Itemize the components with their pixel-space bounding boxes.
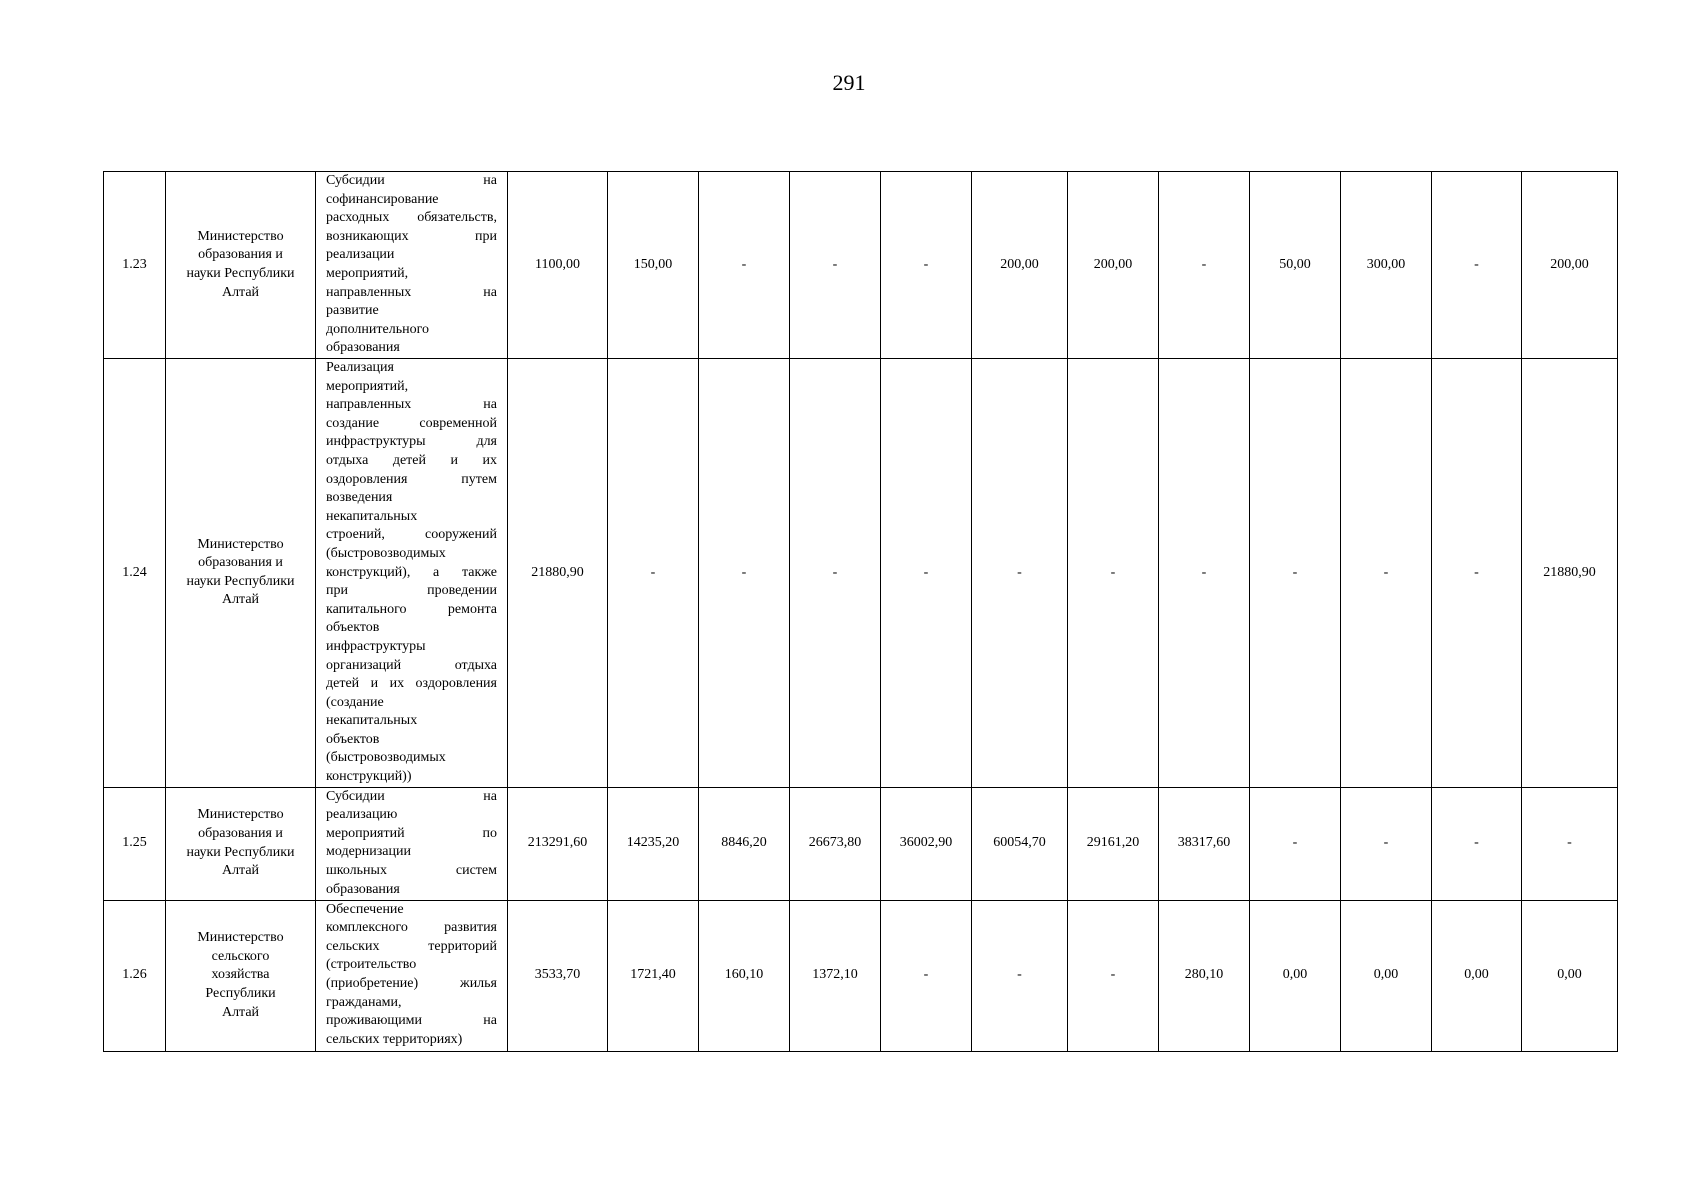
description-cell: [316, 900, 508, 1051]
description-line: образования: [326, 881, 400, 897]
description-line: образования: [326, 340, 400, 356]
value-cell: 213291,60: [508, 787, 608, 900]
description-line: инфраструктуры для: [326, 434, 497, 450]
value-cell: 200,00: [1522, 172, 1618, 359]
value-cell: 1721,40: [608, 900, 699, 1051]
value-cell: -: [1341, 359, 1432, 788]
value-cell: 21880,90: [1522, 359, 1618, 788]
ministry-line: науки Республики: [186, 573, 295, 589]
ministry-line: сельского: [211, 948, 270, 964]
value-cell: 0,00: [1341, 900, 1432, 1051]
value-cell: 300,00: [1341, 172, 1432, 359]
description-line: возникающих при: [326, 228, 497, 244]
description-cell: [316, 172, 508, 359]
value-cell: -: [699, 172, 790, 359]
value-cell: 0,00: [1522, 900, 1618, 1051]
description-line: возведения: [326, 490, 393, 506]
description-line: проживающими на: [326, 1013, 497, 1029]
value-cell: -: [1432, 172, 1522, 359]
description-line: сельских территориях): [326, 1031, 463, 1047]
description-line: Обеспечение: [326, 901, 404, 917]
value-cell: -: [699, 359, 790, 788]
value-cell: -: [1250, 359, 1341, 788]
ministry-cell: [166, 172, 316, 359]
description-line: мероприятий по: [326, 825, 497, 841]
ministry-line: Министерство: [197, 536, 284, 552]
description-line: школьных систем: [326, 863, 497, 879]
description-line: мероприятий,: [326, 265, 409, 281]
description-line: направленных на: [326, 284, 497, 300]
value-cell: 14235,20: [608, 787, 699, 900]
ministry-line: Алтай: [221, 284, 260, 300]
ministry-line: образования и: [198, 555, 283, 571]
description-cell: [316, 359, 508, 788]
description-line: объектов: [326, 731, 380, 747]
description-line: Реализация: [326, 360, 394, 375]
description-line: капитального ремонта: [326, 601, 497, 617]
value-cell: 0,00: [1250, 900, 1341, 1051]
value-cell: -: [1432, 359, 1522, 788]
description-line: создание современной: [326, 415, 497, 431]
ministry-line: образования и: [198, 826, 283, 842]
description-line: Субсидии на: [326, 173, 497, 188]
table-row: [104, 172, 1618, 359]
table-row: [104, 900, 1618, 1051]
description-line: модернизации: [326, 844, 411, 860]
description-line: развитие: [326, 303, 379, 319]
ministry-line: образования и: [198, 247, 283, 263]
value-cell: -: [790, 172, 881, 359]
value-cell: -: [1250, 787, 1341, 900]
ministry-line: Министерство: [197, 930, 284, 946]
description-line: дополнительного: [326, 321, 429, 337]
value-cell: 160,10: [699, 900, 790, 1051]
value-cell: 3533,70: [508, 900, 608, 1051]
ministry-line: Министерство: [197, 807, 284, 823]
description-line: комплексного развития: [326, 920, 497, 936]
description-line: Субсидии на: [326, 788, 497, 804]
description-line: гражданами,: [326, 994, 402, 1010]
value-cell: 0,00: [1432, 900, 1522, 1051]
description-line: (быстровозводимых: [326, 545, 446, 561]
description-line: некапитальных: [326, 713, 418, 729]
value-cell: -: [1432, 787, 1522, 900]
description-line: мероприятий,: [326, 378, 409, 394]
value-cell: -: [972, 359, 1068, 788]
description-line: отдыха детей и их: [326, 452, 497, 468]
value-cell: 50,00: [1250, 172, 1341, 359]
description-line: расходных обязательств,: [326, 210, 497, 226]
value-cell: -: [881, 172, 972, 359]
description-line: объектов: [326, 620, 380, 636]
ministry-line: Министерство: [197, 228, 284, 244]
ministry-line: Алтай: [221, 592, 260, 608]
table-body: [104, 172, 1618, 1052]
value-cell: 280,10: [1159, 900, 1250, 1051]
ministry-line: хозяйства: [211, 967, 270, 983]
ministry-line: Республики: [205, 985, 276, 1001]
ministry-cell: [166, 787, 316, 900]
ministry-line: Алтай: [221, 1004, 260, 1020]
value-cell: -: [608, 359, 699, 788]
description-line: строений, сооружений: [326, 527, 497, 543]
description-line: (строительство: [326, 957, 417, 973]
value-cell: -: [1159, 359, 1250, 788]
description-line: конструкций), а также: [326, 564, 497, 580]
value-cell: -: [1068, 900, 1159, 1051]
description-line: оздоровления путем: [326, 471, 497, 487]
ministry-cell: [166, 359, 316, 788]
description-line: реализацию: [326, 807, 398, 823]
value-cell: 26673,80: [790, 787, 881, 900]
value-cell: -: [1068, 359, 1159, 788]
value-cell: -: [1522, 787, 1618, 900]
row-number-cell: 1.25: [104, 787, 166, 900]
ministry-line: науки Республики: [186, 844, 295, 860]
page-number: 291: [832, 70, 866, 95]
description-line: детей и их оздоровления: [326, 676, 497, 692]
description-line: некапитальных: [326, 508, 418, 524]
value-cell: 36002,90: [881, 787, 972, 900]
value-cell: -: [881, 900, 972, 1051]
value-cell: 1100,00: [508, 172, 608, 359]
description-line: софинансирование: [326, 191, 439, 207]
row-number-cell: 1.24: [104, 359, 166, 788]
budget-table: [103, 171, 1618, 1052]
description-cell: [316, 787, 508, 900]
description-line: (создание: [326, 694, 384, 710]
value-cell: 38317,60: [1159, 787, 1250, 900]
table-row: [104, 359, 1618, 788]
value-cell: 8846,20: [699, 787, 790, 900]
description-line: конструкций)): [326, 769, 412, 785]
value-cell: 150,00: [608, 172, 699, 359]
description-line: реализации: [326, 247, 395, 263]
table-row: [104, 787, 1618, 900]
value-cell: 200,00: [1068, 172, 1159, 359]
value-cell: 29161,20: [1068, 787, 1159, 900]
value-cell: 21880,90: [508, 359, 608, 788]
description-line: направленных на: [326, 397, 497, 413]
value-cell: 1372,10: [790, 900, 881, 1051]
description-line: при проведении: [326, 583, 497, 599]
value-cell: -: [1159, 172, 1250, 359]
row-number-cell: 1.23: [104, 172, 166, 359]
description-line: организаций отдыха: [326, 657, 497, 673]
description-line: инфраструктуры: [326, 638, 426, 654]
value-cell: -: [790, 359, 881, 788]
value-cell: 60054,70: [972, 787, 1068, 900]
value-cell: -: [881, 359, 972, 788]
row-number-cell: 1.26: [104, 900, 166, 1051]
value-cell: -: [1341, 787, 1432, 900]
description-line: (быстровозводимых: [326, 750, 446, 766]
ministry-line: науки Республики: [186, 266, 295, 281]
ministry-line: Алтай: [221, 863, 260, 879]
description-line: сельских территорий: [326, 938, 497, 954]
ministry-cell: [166, 900, 316, 1051]
description-line: (приобретение) жилья: [326, 976, 497, 992]
value-cell: -: [972, 900, 1068, 1051]
value-cell: 200,00: [972, 172, 1068, 359]
